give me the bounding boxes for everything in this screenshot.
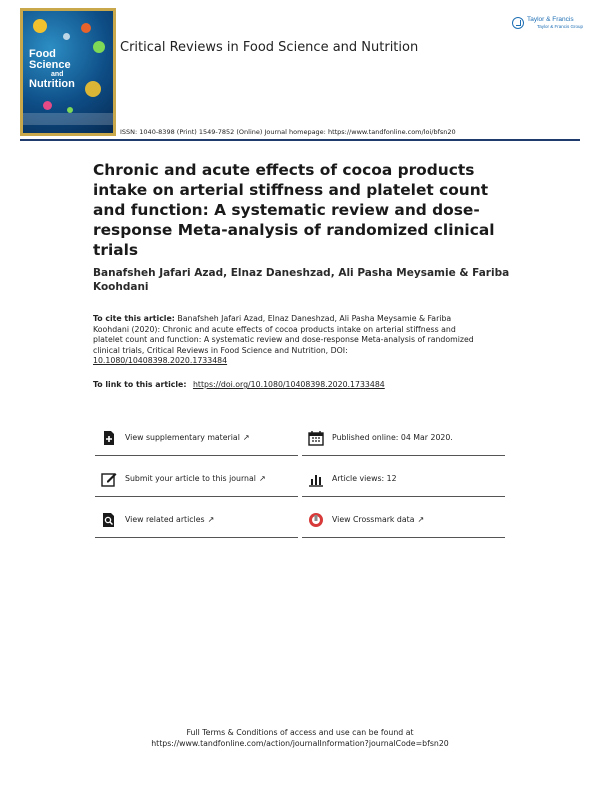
publisher-logo[interactable] <box>512 16 583 30</box>
view-supplementary-material[interactable]: View supplementary material ↗ <box>95 420 298 456</box>
bar-chart-icon <box>308 471 324 487</box>
view-related-articles[interactable]: View related articles ↗ <box>95 502 298 538</box>
view-crossmark-data[interactable]: View Crossmark data ↗ <box>302 502 505 538</box>
journal-homepage-link[interactable]: https://www.tandfonline.com/loi/bfsn20 <box>327 128 456 136</box>
header-divider <box>20 139 580 141</box>
journal-name[interactable]: Critical Reviews in Food Science and Nutrition <box>120 40 419 55</box>
cover-title: Food Science and Nutrition <box>29 48 75 90</box>
article-authors: Banafsheh Jafari Azad, Elnaz Daneshzad, Ali Pasha Meysamie & Fariba Koohdani <box>93 267 510 293</box>
footer-line1: Full Terms & Conditions of access and use can be found at <box>186 728 414 737</box>
search-document-icon <box>101 512 117 528</box>
journal-cover-art <box>23 11 113 133</box>
cite-label: To cite this article: <box>93 314 175 323</box>
published-online: Published online: 04 Mar 2020. <box>302 420 505 456</box>
article-link-line <box>93 380 385 390</box>
citation-block <box>93 314 483 367</box>
footer-terms <box>0 727 600 749</box>
calendar-icon <box>308 430 324 446</box>
external-link-icon: ↗ <box>242 433 250 442</box>
crossmark-icon <box>308 512 324 528</box>
cite-text: Banafsheh Jafari Azad, Elnaz Daneshzad, Ali Pasha Meysamie & Fariba Koohdani (2020): Chronic and acute effects of cocoa products intake on arterial stiffness and platelet count and function: A systematic review and dose-response Meta-analysis of randomized clinical trials, Critical Reviews in Food Science and Nutrition, DOI: <box>93 314 474 355</box>
issn-line: ISSN: 1040-8398 (Print) 1549-7852 (Online) Journal homepage: https://www.tandfonline.com/loi/bfsn20 <box>120 128 456 136</box>
publisher-name: Taylor & Francis <box>527 16 574 23</box>
external-link-icon: ↗ <box>258 474 266 483</box>
external-link-icon: ↗ <box>417 515 425 524</box>
article-title: Chronic and acute effects of cocoa products intake on arterial stiffness and platelet count and function: A systematic review and dose-response Meta-analysis of randomized clinical trials <box>93 161 495 259</box>
article-views: Article views: 12 <box>302 461 505 497</box>
doi-link[interactable]: 10.1080/10408398.2020.1733484 <box>93 356 228 365</box>
article-doi-url[interactable]: https://doi.org/10.1080/10408398.2020.1733484 <box>192 380 385 389</box>
submit-article-link[interactable]: Submit your article to this journal ↗ <box>95 461 298 497</box>
link-label: To link to this article: <box>93 380 187 389</box>
edit-icon <box>101 471 117 487</box>
journal-cover <box>20 8 116 136</box>
publisher-group: Taylor & Francis Group <box>537 24 584 29</box>
external-link-icon: ↗ <box>207 515 215 524</box>
publisher-logo-icon <box>512 17 524 29</box>
footer-terms-link[interactable]: https://www.tandfonline.com/action/journalInformation?journalCode=bfsn20 <box>151 739 449 748</box>
document-plus-icon <box>101 430 117 446</box>
